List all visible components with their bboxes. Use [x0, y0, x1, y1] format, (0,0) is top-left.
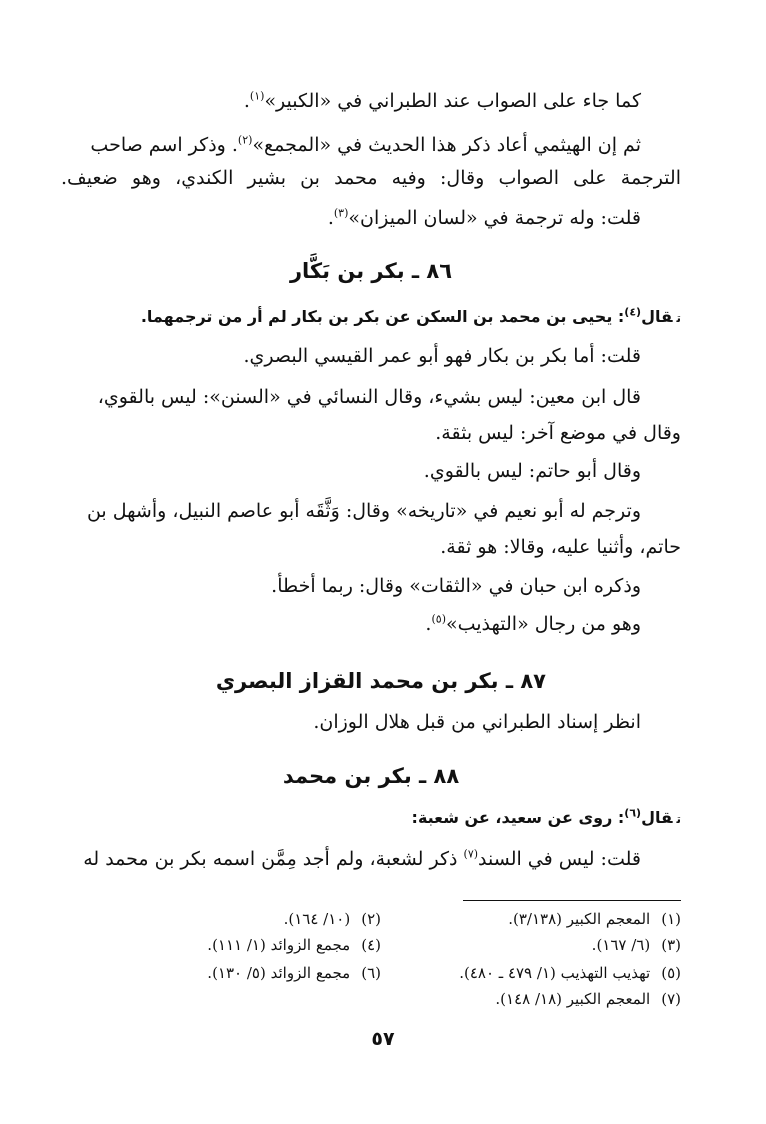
page-number: ٥٧ [371, 1028, 395, 1050]
body-line-8: وقال أبو حاتم: ليس بالقوي. [423, 460, 641, 482]
quote-line-88 [61, 804, 681, 833]
text-span: قلت: ليس في السند [478, 848, 641, 870]
footnote-text: (٦/ ١٦٧). [591, 936, 651, 954]
entry-heading-88: ٨٨ ـ بكر بن محمد [282, 764, 460, 788]
footnote-ref-5[interactable]: (٥) [431, 612, 446, 626]
entry-heading-86: ٨٦ ـ بكر بن بَكَّار [289, 259, 453, 283]
text-span: : يحيى بن محمد بن السكن عن بكر بن بكار لم أر من ترجمهما. [140, 307, 625, 326]
body-line-6: قال ابن معين: ليس بشيء، وقال النسائي في «السنن»: ليس بالقوي، [97, 386, 641, 408]
footnote-number: (٦) [361, 964, 381, 982]
footnote-7 [495, 988, 681, 1010]
footnote-ref-2[interactable]: (٢) [237, 133, 253, 147]
footnote-ref-4[interactable]: (٤) [624, 305, 642, 319]
footnote-number: (١) [661, 910, 681, 928]
body-line-11: وذكره ابن حبان في «الثقات» وقال: ربما أخطأ. [271, 575, 641, 597]
text-span: . [243, 90, 250, 112]
quote-line-86 [61, 303, 681, 332]
footnote-text: مجمع الزوائد (٥/ ١٣٠). [207, 964, 351, 982]
body-line-1 [61, 86, 641, 116]
footnote-2 [284, 908, 381, 930]
body-line-7: وقال في موضع آخر: ليس بثقة. [435, 422, 681, 444]
footnote-text: (١٠/ ١٦٤). [283, 910, 351, 928]
footnote-separator [463, 900, 681, 901]
body-line-3: الترجمة على الصواب وقال: وفيه محمد بن بشير الكندي، وهو ضعيف. [61, 167, 681, 189]
footnote-text: مجمع الزوائد (١/ ١١١). [207, 936, 351, 954]
footnote-5 [459, 962, 681, 984]
footnote-number: (٥) [661, 964, 681, 982]
text-span: . وذكر اسم صاحب [90, 134, 238, 156]
bullet-marker: ت [676, 812, 681, 826]
text-span: وهو من رجال «التهذيب» [445, 613, 641, 635]
text-span: قلت: وله ترجمة في «لسان الميزان» [348, 207, 641, 229]
text-span: . [425, 613, 432, 635]
footnote-4 [207, 934, 381, 956]
body-line-2 [61, 130, 641, 160]
text-span: ذكر لشعبة، ولم أجد مِمَّن اسمه بكر بن محمد له [83, 848, 464, 870]
footnote-ref-7[interactable]: (٧) [463, 847, 479, 861]
body-line-4 [61, 203, 641, 233]
footnote-ref-3[interactable]: (٣) [333, 206, 349, 220]
footnote-text: تهذيب التهذيب (١/ ٤٧٩ ـ ٤٨٠). [459, 964, 651, 982]
footnote-ref-1[interactable]: (١) [249, 89, 265, 103]
body-line-5: قلت: أما بكر بن بكار فهو أبو عمر القيسي البصري. [243, 345, 641, 367]
footnote-number: (٣) [661, 936, 681, 954]
body-line-12 [61, 609, 641, 639]
footnote-text: المعجم الكبير (١٨/ ١٤٨). [495, 990, 651, 1008]
body-line-9: وترجم له أبو نعيم في «تاريخه» وقال: وَثَّقَه أبو عاصم النبيل، وأشهل بن [86, 500, 641, 522]
footnote-number: (٢) [361, 910, 381, 928]
text-span: ثم إن الهيثمي أعاد ذكر هذا الحديث في «المجمع» [252, 134, 641, 156]
text-span: قال [641, 307, 673, 326]
footnote-number: (٧) [661, 990, 681, 1008]
text-span: . [327, 207, 334, 229]
entry-heading-87: ٨٧ ـ بكر بن محمد القزاز البصري [215, 669, 546, 693]
body-line-10: حاتم، وأثنيا عليه، وقالا: هو ثقة. [440, 536, 681, 558]
body-line-13: انظر إسناد الطبراني من قبل هلال الوزان. [313, 711, 641, 733]
footnote-ref-6[interactable]: (٦) [624, 806, 642, 820]
text-span: قال [641, 808, 673, 827]
footnote-1 [508, 908, 681, 930]
footnote-text: المعجم الكبير (٣/١٣٨). [508, 910, 651, 928]
footnote-3 [592, 934, 681, 956]
body-line-14 [61, 844, 641, 874]
text-span: كما جاء على الصواب عند الطبراني في «الكبير» [264, 90, 641, 112]
bullet-marker: ت [676, 311, 681, 325]
text-span: : روى عن سعيد، عن شعبة: [411, 808, 625, 827]
footnote-number: (٤) [361, 936, 381, 954]
footnote-6 [207, 962, 381, 984]
